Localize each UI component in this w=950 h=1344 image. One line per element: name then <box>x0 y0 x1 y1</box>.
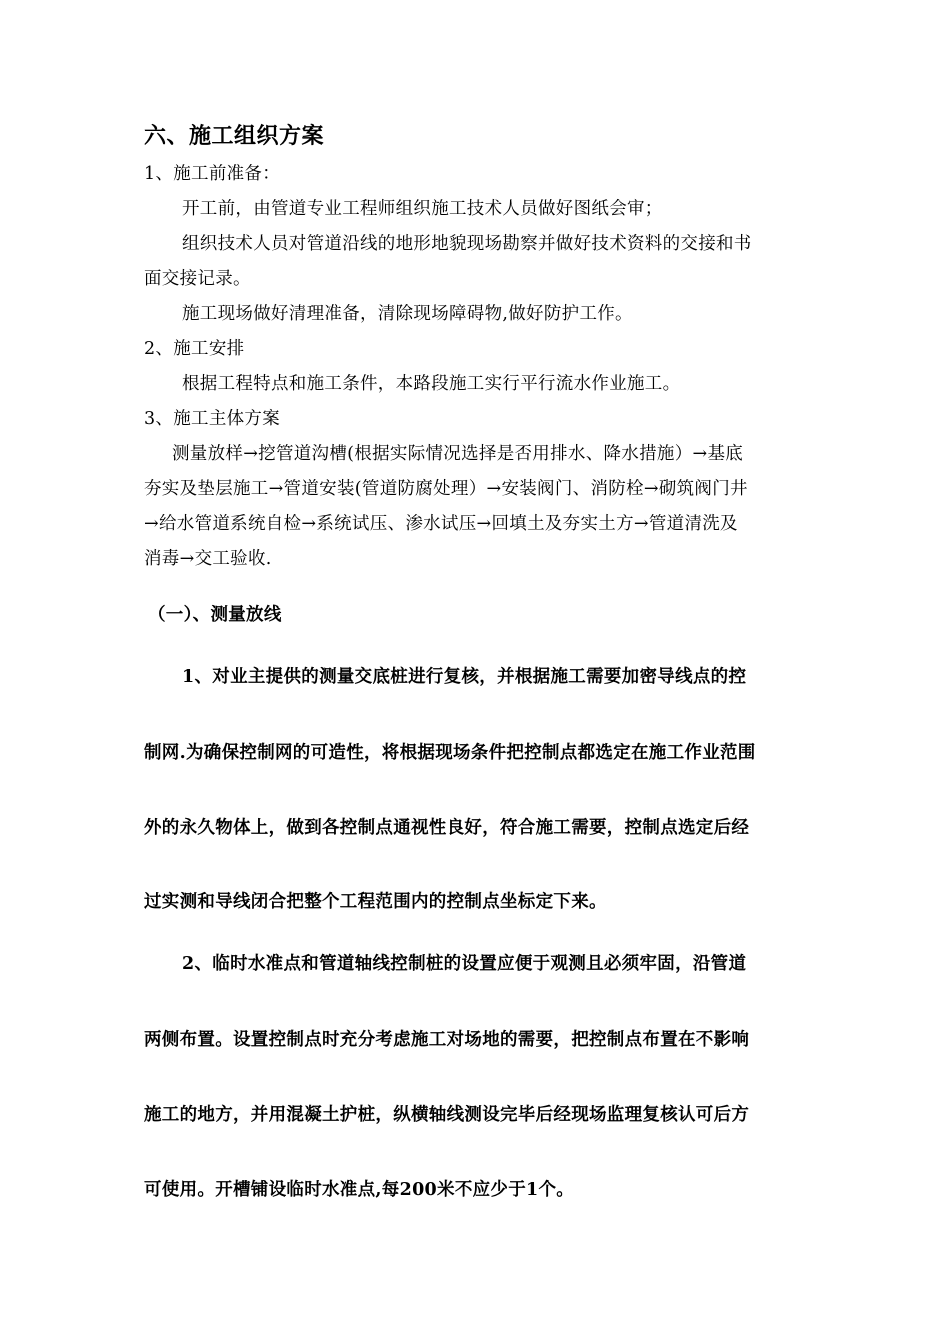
paragraph-text: 施工现场做好清理准备，清除现场障碍物,做好防护工作。 <box>182 304 633 324</box>
heading-main-plan: 3、施工主体方案 <box>144 409 281 429</box>
paragraph-text: 夯实及垫层施工→管道安装(管道防腐处理）→安装阀门、消防栓→砌筑阀门井 <box>144 479 748 499</box>
paragraph-text: 1、对业主提供的测量交底桩进行复核，并根据施工需要加密导线点的控 <box>182 667 747 687</box>
paragraph-text: 外的永久物体上，做到各控制点通视性良好，符合施工需要，控制点选定后经 <box>144 818 750 838</box>
subheading-survey: （一）、测量放线 <box>148 605 282 625</box>
paragraph-text: 消毒→交工验收. <box>144 549 272 569</box>
paragraph-text: 两侧布置。设置控制点时充分考虑施工对场地的需要，把控制点布置在不影响 <box>144 1030 750 1050</box>
paragraph-text: 施工的地方，并用混凝土护桩，纵横轴线测设完毕后经现场监理复核认可后方 <box>144 1105 750 1125</box>
heading-arrangement: 2、施工安排 <box>144 339 245 359</box>
paragraph-text: →给水管道系统自检→系统试压、渗水试压→回填土及夯实土方→管道清洗及 <box>144 514 738 534</box>
paragraph-text: 面交接记录。 <box>144 269 251 289</box>
paragraph-text: 根据工程特点和施工条件，本路段施工实行平行流水作业施工。 <box>182 374 681 394</box>
paragraph-text: 制网.为确保控制网的可造性，将根据现场条件把控制点都选定在施工作业范围 <box>144 743 756 763</box>
paragraph-text: 过实测和导线闭合把整个工程范围内的控制点坐标定下来。 <box>144 892 607 912</box>
paragraph-text: 可使用。开槽铺设临时水准点,每200米不应少于1个。 <box>144 1180 575 1200</box>
paragraph-text: 开工前，由管道专业工程师组织施工技术人员做好图纸会审； <box>182 199 663 219</box>
paragraph-text: 组织技术人员对管道沿线的地形地貌现场勘察并做好技术资料的交接和书 <box>182 234 752 254</box>
paragraph-text: 测量放样→挖管道沟槽(根据实际情况选择是否用排水、降水措施）→基底 <box>172 444 744 464</box>
heading-preparation: 1、施工前准备： <box>144 164 281 184</box>
section-title: 六、施工组织方案 <box>144 123 325 149</box>
paragraph-text: 2、临时水准点和管道轴线控制桩的设置应便于观测且必须牢固，沿管道 <box>182 954 747 974</box>
